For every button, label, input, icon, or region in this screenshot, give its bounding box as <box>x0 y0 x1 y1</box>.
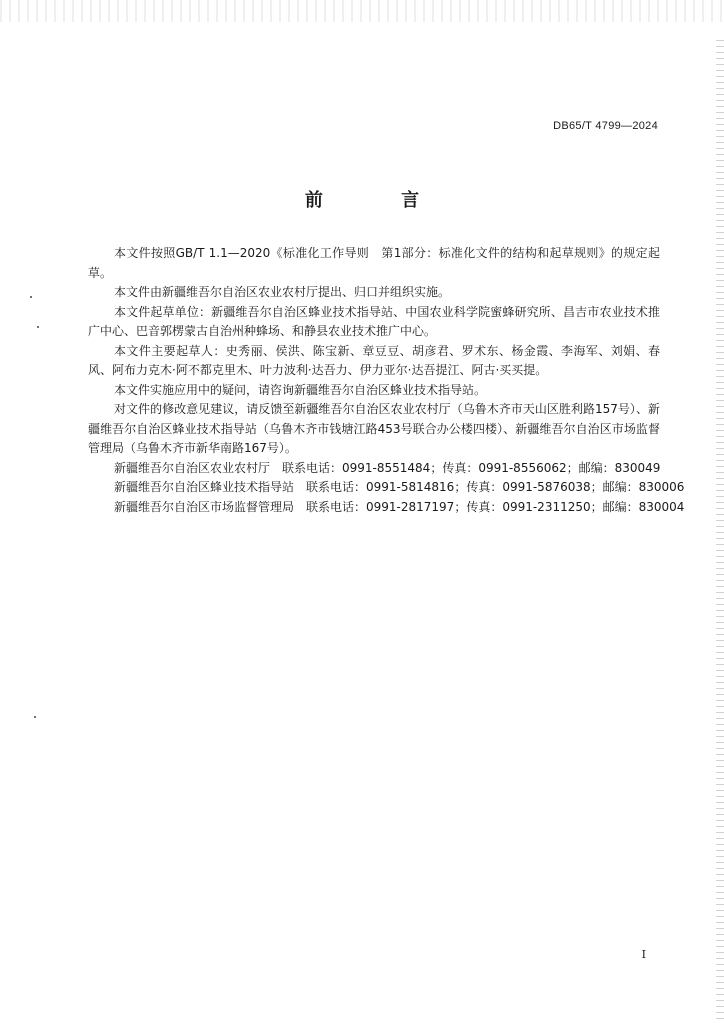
page-title: 前 言 <box>304 190 456 211</box>
paragraph-drafting-rules: 本文件按照GB/T 1.1—2020《标准化工作导则 第1部分：标准化文件的结构和起草规则》的规定起草。 <box>88 246 660 280</box>
paragraph-drafters: 本文件主要起草人：史秀丽、侯洪、陈宝新、章豆豆、胡彦君、罗术东、杨金霞、李海军、刘娟、春风、阿布力克木·阿不都克里木、叶力波利·达吾力、伊力亚尔·达吾提江、阿古·买买提。 <box>88 343 660 377</box>
page-number: I <box>641 948 646 961</box>
paragraph-drafting-units: 本文件起草单位：新疆维吾尔自治区蜂业技术指导站、中国农业科学院蜜蜂研究所、昌吉市农业技术推广中心、巴音郭楞蒙古自治州种蜂场、和静县农业技术推广中心。 <box>88 304 660 338</box>
margin-speck <box>30 296 32 298</box>
paragraph-inquiry: 本文件实施应用中的疑问，请咨询新疆维吾尔自治区蜂业技术指导站。 <box>114 382 487 397</box>
margin-speck <box>37 326 39 328</box>
contact-line: 新疆维吾尔自治区市场监督管理局 联系电话：0991-2817197；传真：0991-2311250；邮编：830004 <box>114 499 685 514</box>
scan-artifact-top <box>0 0 724 22</box>
margin-speck <box>34 716 36 718</box>
contact-line: 新疆维吾尔自治区蜂业技术指导站 联系电话：0991-5814816；传真：0991-5876038；邮编：830006 <box>114 480 685 494</box>
paragraph-feedback: 对文件的修改意见建议，请反馈至新疆维吾尔自治区农业农村厅（乌鲁木齐市天山区胜利路157号）、新疆维吾尔自治区蜂业技术指导站（乌鲁木齐市钱塘江路453号联合办公楼四楼）、新疆维吾尔自治区市场监督管理局（乌鲁木齐市新华南路167号）。 <box>88 402 660 455</box>
document-code: DB65/T 4799—2024 <box>553 120 658 132</box>
foreword-body <box>88 244 685 517</box>
contact-line: 新疆维吾尔自治区农业农村厅 联系电话：0991-8551484；传真：0991-8556062；邮编：830049 <box>114 460 661 475</box>
paragraph-proposer: 本文件由新疆维吾尔自治区农业农村厅提出、归口并组织实施。 <box>114 285 451 299</box>
